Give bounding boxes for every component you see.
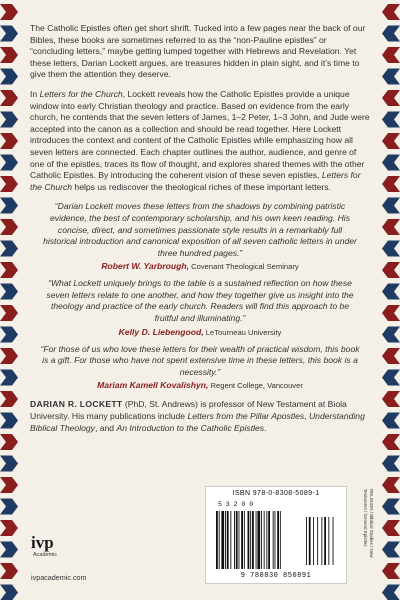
barcode-bar [280, 511, 281, 569]
category-text: RELIGION / Biblical Studies / New Testament / General Epistles [363, 489, 374, 558]
barcode-bar [257, 511, 260, 569]
barcode-addon-bar [324, 517, 326, 565]
barcode-bar [221, 511, 224, 569]
endorsement [30, 344, 370, 392]
book-title: An Introduction to the Catholic Epistles [116, 422, 265, 433]
bio-text: (PhD, St. Andrews) is professor of New Testament at Biola University. His many publications include [30, 399, 347, 422]
endorsement-text: “Darian Lockett moves these letters from the shadows by combining patristic evidence, the best of contemporary scholarship, and his own keen reading. His concise, direct, and sometimes passionate style results in a remarkably full historical introduction and canonical exposition of all seven catholic letters in under three hundred pages.” [43, 201, 357, 258]
barcode-bar [275, 511, 276, 569]
book-title: Letters from the Pillar Apostles [187, 411, 305, 422]
barcode-bar [234, 511, 235, 569]
book-title: Understanding Biblical Theology [30, 411, 365, 433]
barcode-bar [230, 511, 231, 569]
barcode-bar [244, 511, 245, 569]
intro-paragraph-2 [30, 89, 370, 193]
barcode-bar [239, 511, 240, 569]
chevron-border-left [0, 0, 22, 600]
intro-text: In [30, 88, 40, 99]
endorsement [30, 201, 370, 272]
bio-text: . [264, 422, 267, 433]
endorsement-text: “What Lockett uniquely brings to the table is a sustained reflection on how these seven letters relate to one another, and how they together give us insight into the theology and practice of the early church. Readers will find this approach to be fruitful and illuminating.” [46, 278, 354, 324]
barcode-bar [261, 511, 262, 569]
barcode-addon-bar [333, 517, 334, 565]
barcode-bar [248, 511, 250, 569]
endorser-name: Kelly D. Liebengood, [118, 326, 204, 337]
barcode-bar [236, 511, 238, 569]
barcode-panel [205, 486, 347, 584]
barcode-bar [216, 511, 218, 569]
intro-text: helps us rediscover the theological riches of these important letters. [72, 181, 331, 192]
author-name: DARIAN R. LOCKETT [30, 399, 123, 410]
endorser-name: Robert W. Yarbrough, [101, 261, 190, 272]
barcode-bar [268, 511, 270, 569]
endorsement-text: “For those of us who love these letters for their wealth of practical wisdom, this book is a gift. For those who have not spent extensive time in these letters, this book is a necessity.” [40, 343, 360, 377]
endorsement [30, 278, 370, 337]
bisac-category [358, 490, 378, 580]
intro-text: , Lockett reveals how the Catholic Epistles provide a unique window into early Christian theology and practice. Based on evidence from the early church, he contends that the seven letters of James, 1–2 Peter, 1–3 John, and Jude were accepted into the canon as a collection and should be read together. Here Lockett introduces the context and content of the Catholic Epistles while emphasizing how all seven letters are connected. Each chapter outlines the author, audience, and genre of one of the epistles, traces its flow of thought, and explores shared themes with the other Catholic Epistles. By introducing the coherent vision of these seven epistles, [30, 88, 370, 181]
bio-text: , and [94, 422, 117, 433]
endorser-affiliation: Covenant Theological Seminary [191, 262, 299, 272]
endorsement-attribution [30, 261, 370, 272]
barcode-bar [256, 511, 257, 569]
logo-wordmark: ivp [31, 533, 54, 552]
book-title: Letters for the Church [30, 170, 361, 192]
barcode-bar [273, 511, 274, 569]
endorsement-attribution [30, 327, 370, 338]
barcode-bar [250, 511, 251, 569]
barcode-addon-bar [309, 517, 311, 565]
endorser-name: Mariam Kamell Kovalishyn, [97, 380, 209, 391]
barcode-bar [266, 511, 267, 569]
endorsement-attribution [30, 380, 370, 391]
chevron-border-right [378, 0, 400, 600]
logo-imprint: Academic [33, 552, 58, 558]
barcode-addon-bar [317, 517, 318, 565]
barcode-bar [219, 511, 220, 569]
intro-paragraph-1: The Catholic Epistles often get short shrift. Tucked into a few pages near the back of our Bibles, these books are sometimes referred to as the “non-Pauline epistles” or “concluding letters,” maybe getting lumped together with Hebrews and Revelation. Yet these letters, Darian Lockett argues, are treasures hidden in plain sight, and it’s time to give them the attention they deserve. [30, 23, 366, 80]
barcode-icon [206, 487, 346, 583]
publisher-website: ivpacademic.com [31, 573, 87, 582]
barcode-addon-bar [321, 517, 322, 565]
price-code: 5 3 2 0 0 [218, 501, 254, 508]
barcode-addon-bar [328, 517, 329, 565]
barcode-bar [277, 511, 279, 569]
barcode-addon-bar [306, 517, 307, 565]
author-bio [30, 399, 370, 434]
barcode-bar [241, 511, 243, 569]
endorser-affiliation: LeTourneau University [205, 327, 282, 337]
bio-text: , [304, 411, 309, 422]
book-title: Letters for the Church [39, 88, 123, 99]
barcode-bar [227, 511, 229, 569]
isbn-label: ISBN 978-0-8308-5089-1 [232, 490, 320, 497]
barcode-digits: 9 780830 850891 [240, 572, 312, 580]
barcode-addon-bar [313, 517, 314, 565]
barcode-bar [225, 511, 226, 569]
publisher-logo [31, 534, 65, 559]
barcode-bar [264, 511, 265, 569]
barcode-bar [252, 511, 254, 569]
main-content [30, 23, 370, 434]
endorser-affiliation: Regent College, Vancouver [210, 381, 303, 391]
